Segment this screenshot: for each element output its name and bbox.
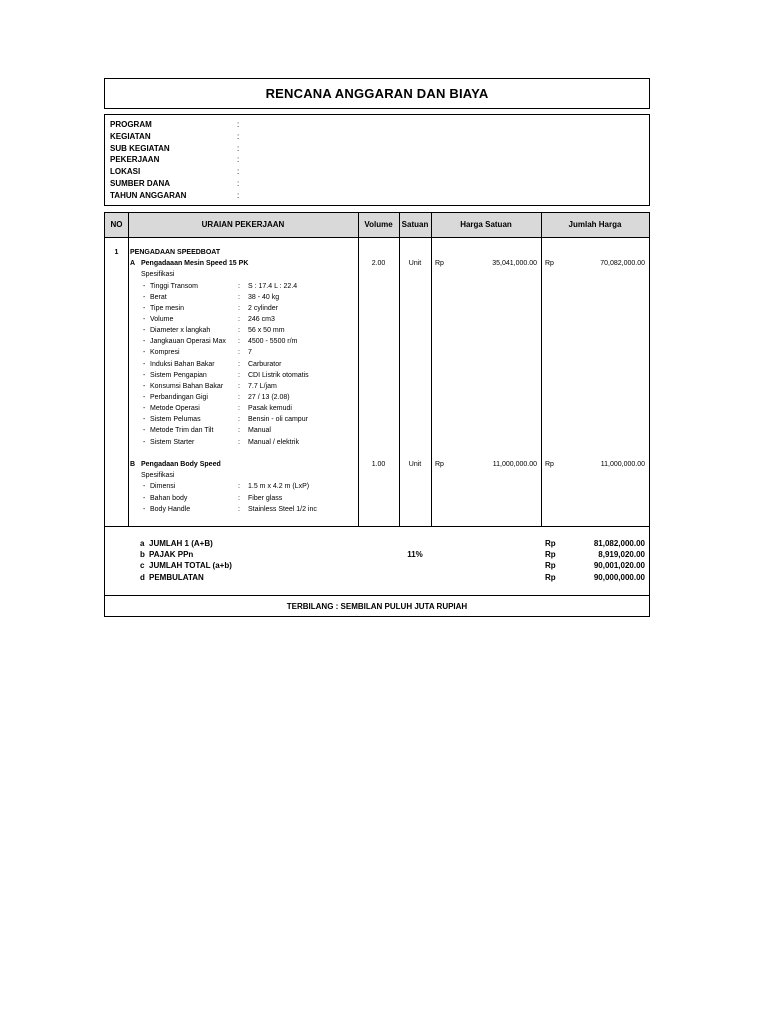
spec-name: Metode Trim dan Tilt (150, 427, 214, 434)
budget-table (104, 212, 650, 617)
summary-label-pembulatan: PEMBULATAN (149, 573, 204, 582)
summary-currency: Rp (545, 539, 556, 548)
spec-value: 27 / 13 (2.08) (248, 394, 290, 401)
sub-a-spec-label: Spesifikasi (141, 271, 175, 278)
summary-label-total: JUMLAH TOTAL (a+b) (149, 561, 232, 570)
info-label-program: PROGRAM (110, 120, 152, 129)
page-title: RENCANA ANGGARAN DAN BIAYA (265, 86, 489, 101)
header-satuan: Satuan (399, 213, 431, 237)
spec-name: Sistem Pelumas (150, 416, 201, 423)
summary-divider (105, 595, 649, 596)
spec-name: Dimensi (150, 483, 176, 490)
spec-colon: : (238, 294, 240, 301)
spec-value: S : 17.4 L : 22.4 (248, 283, 298, 290)
spec-colon: : (238, 506, 240, 513)
spec-dash: - (143, 283, 146, 290)
spec-name: Induksi Bahan Bakar (150, 361, 215, 368)
summary-pajak-percent: 11% (407, 550, 423, 559)
info-colon: : (237, 155, 240, 164)
header-uraian: URAIAN PEKERJAAN (128, 213, 358, 237)
spec-dash: - (143, 338, 146, 345)
spec-name: Bahan body (150, 495, 188, 502)
spec-value: 2 cylinder (248, 305, 278, 312)
spec-dash: - (143, 506, 146, 513)
spec-name: Konsumsi Bahan Bakar (150, 383, 224, 390)
info-label-kegiatan: KEGIATAN (110, 132, 151, 141)
header-jumlah-harga: Jumlah Harga (541, 213, 649, 237)
spec-colon: : (238, 495, 240, 502)
sub-b-harga-satuan: 11,000,000.00 (492, 461, 537, 468)
spec-name: Tipe mesin (150, 305, 184, 312)
sub-b-hs-currency: Rp (435, 461, 444, 468)
spec-colon: : (238, 338, 240, 345)
spec-dash: - (143, 372, 146, 379)
spec-value: 4500 - 5500 r/m (248, 338, 298, 345)
spec-colon: : (238, 327, 240, 334)
column-divider (541, 213, 542, 527)
sub-b-spec-label: Spesifikasi (141, 472, 175, 479)
info-colon: : (237, 132, 240, 141)
info-colon: : (237, 144, 240, 153)
spec-dash: - (143, 416, 146, 423)
spec-dash: - (143, 316, 146, 323)
spec-colon: : (238, 316, 240, 323)
sub-b-name: Pengadaan Body Speed (141, 461, 221, 468)
spec-colon: : (238, 372, 240, 379)
spec-dash: - (143, 495, 146, 502)
spec-value: Stainless Steel 1/2 inc (248, 506, 317, 513)
sub-b-satuan: Unit (408, 461, 422, 468)
spec-colon: : (238, 361, 240, 368)
item-title: PENGADAAN SPEEDBOAT (130, 249, 221, 256)
spec-colon: : (238, 305, 240, 312)
info-label-lokasi: LOKASI (110, 167, 141, 176)
spec-value: Bensin - oli campur (248, 416, 308, 423)
spec-value: 56 x 50 mm (248, 327, 285, 334)
header-divider (105, 237, 649, 238)
sub-a-harga-satuan: 35,041,000.00 (492, 260, 537, 267)
summary-letter: d (140, 573, 145, 582)
summary-currency: Rp (545, 573, 556, 582)
summary-currency: Rp (545, 550, 556, 559)
spec-name: Sistem Starter (150, 439, 195, 446)
summary-letter: c (140, 561, 145, 570)
spec-colon: : (238, 405, 240, 412)
info-label-tahun-anggaran: TAHUN ANGGARAN (110, 191, 187, 200)
spec-value: Carburator (248, 361, 282, 368)
spec-name: Kompresi (150, 349, 180, 356)
spec-value: 7.7 L/jam (248, 383, 277, 390)
spec-colon: : (238, 427, 240, 434)
sub-a-jumlah-harga: 70,082,000.00 (600, 260, 645, 267)
spec-colon: : (238, 383, 240, 390)
spec-colon: : (238, 439, 240, 446)
header-volume: Volume (358, 213, 399, 237)
terbilang-text: TERBILANG : SEMBILAN PULUH JUTA RUPIAH (286, 602, 468, 611)
summary-amount-pajak: 8,919,020.00 (598, 550, 645, 559)
spec-dash: - (143, 327, 146, 334)
spec-dash: - (143, 383, 146, 390)
spec-dash: - (143, 349, 146, 356)
summary-amount-pembulatan: 90,000,000.00 (593, 573, 645, 582)
summary-label-pajak: PAJAK PPn (149, 550, 194, 559)
title-box (104, 78, 650, 109)
spec-name: Body Handle (150, 506, 191, 513)
info-colon: : (237, 191, 240, 200)
spec-colon: : (238, 394, 240, 401)
summary-amount-total: 90,001,020.00 (593, 561, 645, 570)
info-colon: : (237, 167, 240, 176)
spec-value: CDI Listrik otomatis (248, 372, 309, 379)
item-number: 1 (114, 249, 119, 256)
sub-a-name: Pengadaaan Mesin Speed 15 PK (141, 260, 249, 267)
spec-colon: : (238, 283, 240, 290)
info-section (104, 114, 650, 206)
sub-a-volume: 2.00 (371, 260, 386, 267)
summary-amount-jumlah: 81,082,000.00 (593, 539, 645, 548)
body-divider (105, 526, 649, 527)
sub-a-letter: A (130, 260, 136, 267)
spec-name: Diameter x langkah (150, 327, 211, 334)
summary-letter: b (140, 550, 145, 559)
spec-value: 7 (248, 349, 252, 356)
spec-colon: : (238, 483, 240, 490)
sub-b-jh-currency: Rp (545, 461, 554, 468)
info-colon: : (237, 179, 240, 188)
info-label-pekerjaan: PEKERJAAN (110, 155, 160, 164)
sub-b-letter: B (130, 461, 136, 468)
info-label-sumber-dana: SUMBER DANA (110, 179, 170, 188)
spec-value: Pasak kemudi (248, 405, 292, 412)
spec-name: Perbandingan Gigi (150, 394, 208, 401)
spec-dash: - (143, 405, 146, 412)
sub-b-jumlah-harga: 11,000,000.00 (600, 461, 645, 468)
sub-a-satuan: Unit (408, 260, 422, 267)
spec-name: Berat (150, 294, 167, 301)
spec-dash: - (143, 483, 146, 490)
info-colon: : (237, 120, 240, 129)
spec-name: Metode Operasi (150, 405, 200, 412)
spec-dash: - (143, 394, 146, 401)
spec-name: Jangkauan Operasi Max (150, 338, 226, 345)
spec-value: Manual (248, 427, 271, 434)
spec-name: Volume (150, 316, 174, 323)
spec-colon: : (238, 349, 240, 356)
spec-dash: - (143, 439, 146, 446)
sub-a-hs-currency: Rp (435, 260, 444, 267)
spec-name: Sistem Pengapian (150, 372, 207, 379)
spec-colon: : (238, 416, 240, 423)
spec-dash: - (143, 305, 146, 312)
spec-value: 38 - 40 kg (248, 294, 280, 301)
info-label-sub-kegiatan: SUB KEGIATAN (110, 144, 170, 153)
header-no: NO (105, 213, 128, 237)
summary-letter: a (140, 539, 145, 548)
spec-dash: - (143, 294, 146, 301)
summary-label-jumlah: JUMLAH 1 (A+B) (149, 539, 213, 548)
spec-value: 246 cm3 (248, 316, 275, 323)
column-divider (431, 213, 432, 527)
sub-b-volume: 1.00 (371, 461, 386, 468)
header-harga-satuan: Harga Satuan (431, 213, 541, 237)
summary-currency: Rp (545, 561, 556, 570)
spec-value: 1.5 m x 4.2 m (LxP) (248, 483, 310, 490)
spec-name: Tinggi Transom (150, 283, 198, 290)
spec-value: Fiber glass (248, 495, 283, 502)
sub-a-jh-currency: Rp (545, 260, 554, 267)
spec-value: Manual / elektrik (248, 439, 299, 446)
column-divider (128, 213, 129, 527)
spec-dash: - (143, 427, 146, 434)
spec-dash: - (143, 361, 146, 368)
